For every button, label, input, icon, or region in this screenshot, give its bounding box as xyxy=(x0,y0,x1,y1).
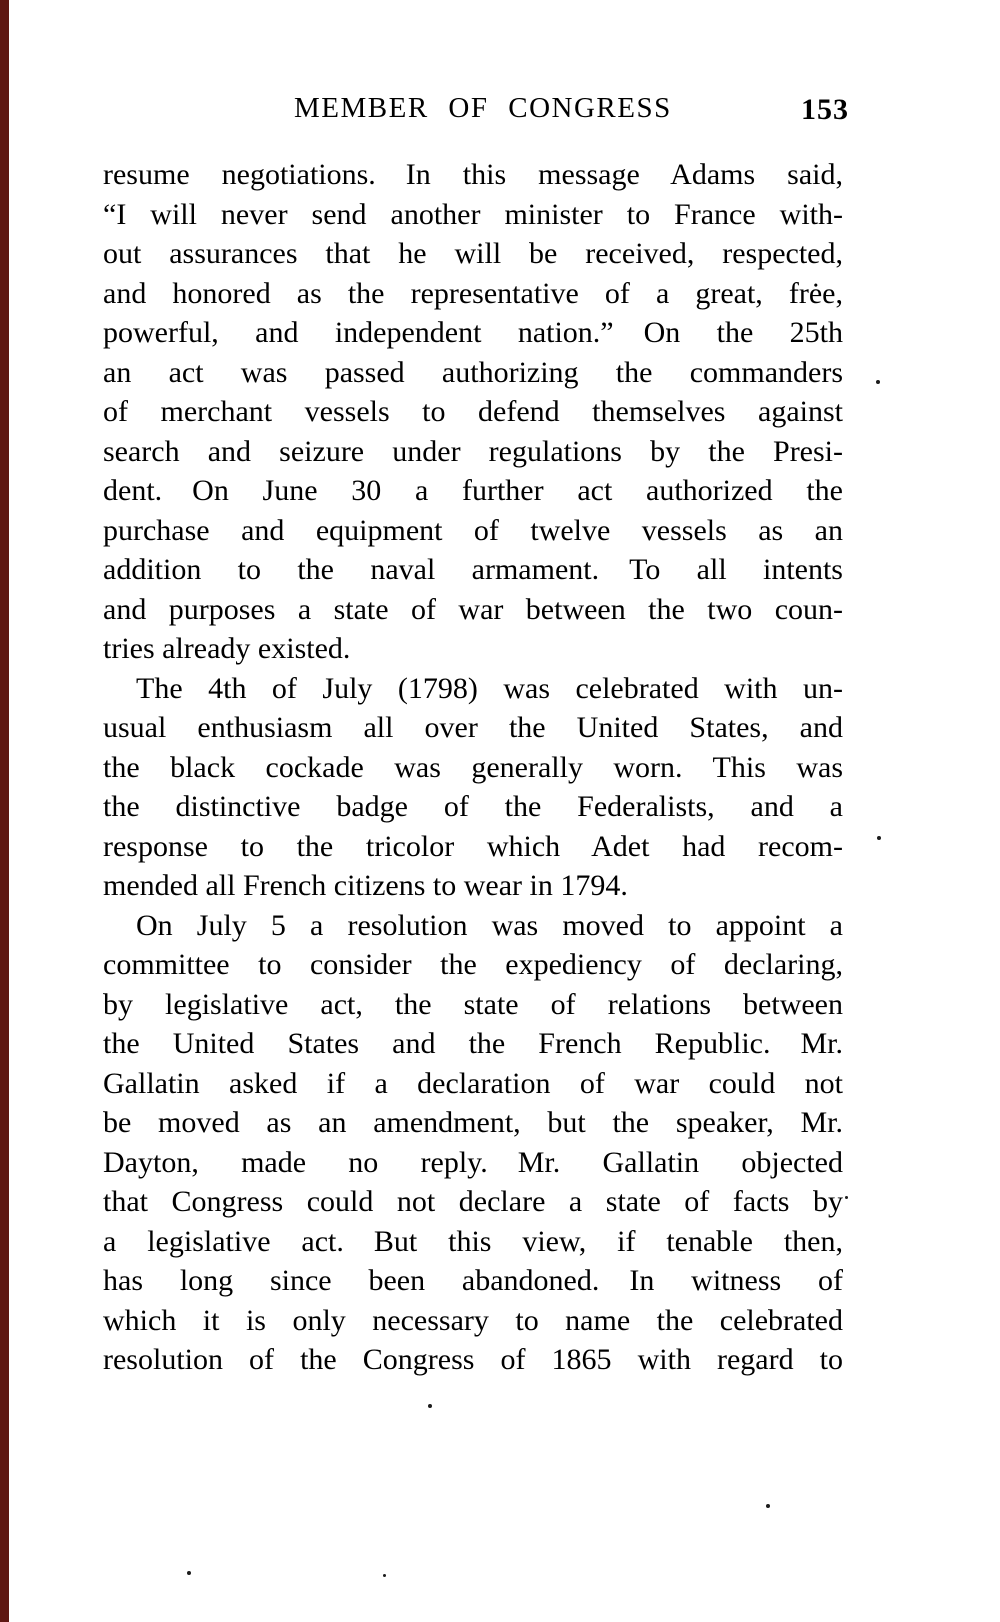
text-line: The 4th of July (1798) was celebrated with un- xyxy=(136,671,843,705)
text-line: of merchant vessels to defend themselves against xyxy=(103,395,843,428)
text-line: and purposes a state of war between the two coun- xyxy=(103,592,843,626)
scan-speck xyxy=(876,380,880,384)
text-line: mended all French citizens to wear in 1794. xyxy=(103,869,628,902)
paragraph xyxy=(103,669,843,906)
scan-speck xyxy=(383,1574,386,1577)
text-line: has long since been abandoned. In witness of xyxy=(103,1264,843,1297)
text-line: an act was passed authorizing the commanders xyxy=(103,355,843,389)
scan-speck xyxy=(187,1571,191,1575)
text-line: be moved as an amendment, but the speaker, Mr. xyxy=(103,1106,843,1139)
text-line: the United States and the French Republic. Mr. xyxy=(103,1027,843,1060)
text-line: powerful, and independent nation.” On the 25th xyxy=(103,316,843,349)
scan-speck xyxy=(428,1404,432,1408)
text-line: Gallatin asked if a declaration of war could not xyxy=(103,1066,843,1100)
text-line: “I will never send another minister to France with- xyxy=(103,197,843,231)
text-line: On July 5 a resolution was moved to appoint a xyxy=(136,908,843,942)
text-line: by legislative act, the state of relations between xyxy=(103,987,843,1021)
running-title: MEMBER OF CONGRESS xyxy=(294,92,672,124)
text-line: addition to the naval armament. To all intents xyxy=(103,553,843,586)
text-line: usual enthusiasm all over the United States, and xyxy=(103,711,843,744)
text-line: Dayton, made no reply. Mr. Gallatin objected xyxy=(103,1145,843,1179)
text-line: dent. On June 30 a further act authorized the xyxy=(103,474,843,507)
text-line: the black cockade was generally worn. This was xyxy=(103,750,843,784)
paragraph xyxy=(103,155,843,669)
text-line: resume negotiations. In this message Adams said, xyxy=(103,158,843,191)
text-line: and honored as the representative of a great, frėe, xyxy=(103,276,843,310)
page-body xyxy=(103,155,843,1380)
text-line: out assurances that he will be received, respected, xyxy=(103,237,843,270)
text-line: that Congress could not declare a state of facts by xyxy=(103,1185,843,1218)
text-line: tries already existed. xyxy=(103,632,351,665)
scan-speck xyxy=(877,836,881,840)
scan-speck xyxy=(766,1504,770,1508)
paragraph xyxy=(103,906,843,1380)
text-line: committee to consider the expediency of declaring, xyxy=(103,948,843,981)
text-line: a legislative act. But this view, if tenable then, xyxy=(103,1224,843,1258)
text-line: response to the tricolor which Adet had recom- xyxy=(103,829,843,863)
book-spine-edge xyxy=(0,0,9,1622)
text-line: the distinctive badge of the Federalists, and a xyxy=(103,790,843,823)
text-line: purchase and equipment of twelve vessels as an xyxy=(103,513,843,547)
text-line: resolution of the Congress of 1865 with regard to xyxy=(103,1343,843,1376)
text-line: which it is only necessary to name the celebrated xyxy=(103,1303,843,1337)
scan-speck xyxy=(845,1196,848,1199)
page-number: 153 xyxy=(801,93,849,126)
text-line: search and seizure under regulations by the Presi- xyxy=(103,434,843,468)
